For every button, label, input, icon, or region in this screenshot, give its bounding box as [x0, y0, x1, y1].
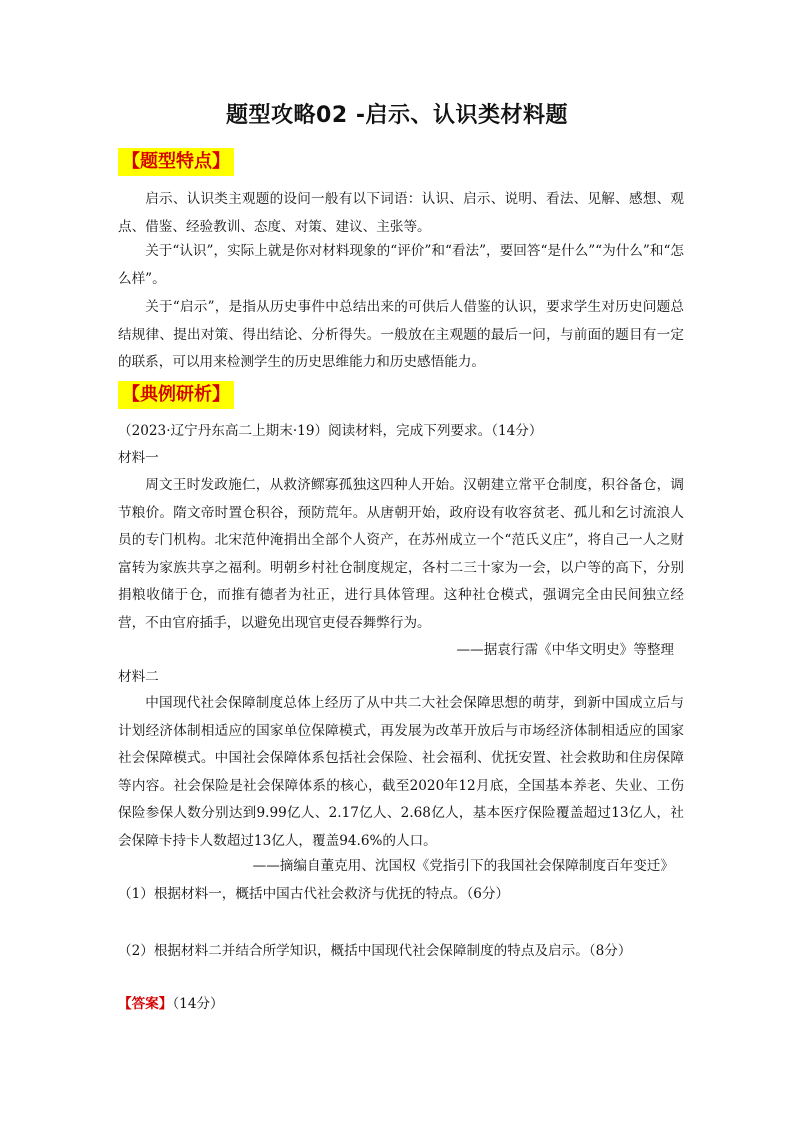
- question-source: （2023·辽宁丹东高二上期末·19）阅读材料，完成下列要求。（14分）: [118, 423, 543, 439]
- question-1: （1）根据材料一，概括中国古代社会救济与优抚的特点。（6分）: [118, 886, 510, 902]
- material-2-label: 材料二: [118, 669, 159, 685]
- answer-label: 【答案】: [118, 996, 173, 1012]
- material-1-text: 周文王时发政施仁，从救济鳏寡孤独这四种人开始。汉朝建立常平仓制度，积谷备仓，调节粮价。隋文帝时置仓积谷，预防荒年。从唐朝开始，政府设有收容贫老、孤儿和乞讨流浪人员的专门机构。北宋范仲淹捐出全部个人资产，在苏州成立一个“范氏义庄”，将自己一人之财富转为家族共享之福利。明朝乡村社仓制度规定，各村二三十家为一会，以户等的高下，分别捐粮收储于仓，而推有德者为社正，进行具体管理。这种社仓模式，强调完全由民间独立经营，不由官府插手，以避免出现官吏侵吞舞弊行为。: [118, 477, 684, 631]
- features-paragraph-1: 启示、认识类主观题的设问一般有以下词语：认识、启示、说明、看法、见解、感想、观点、借鉴、经验教训、态度、对策、建议、主张等。: [118, 191, 684, 235]
- section-tag-features: 【题型特点】: [118, 148, 234, 176]
- question-2: （2）根据材料二并结合所学知识，概括中国现代社会保障制度的特点及启示。（8分）: [118, 943, 632, 959]
- material-1-source: ——据袁行霈《中华文明史》等整理: [456, 642, 674, 658]
- page-title: 题型攻略02 -启示、认识类材料题: [226, 103, 568, 128]
- answer-score: （14分）: [172, 996, 224, 1012]
- section-tag-examples: 【典例研析】: [118, 381, 234, 409]
- features-paragraph-3: 关于“启示”，是指从历史事件中总结出来的可供后人借鉴的认识，要求学生对历史问题总结规律、提出对策、得出结论、分析得失。一般放在主观题的最后一问，与前面的题目有一定的联系，可以用来检测学生的历史思维能力和历史感悟能力。: [118, 299, 684, 370]
- answer-line: [118, 994, 224, 1014]
- features-paragraph-2: 关于“认识”，实际上就是你对材料现象的“评价”和“看法”，要回答“是什么”“为什么”和“怎么样”。: [118, 243, 684, 287]
- material-2-text: 中国现代社会保障制度总体上经历了从中共二大社会保障思想的萌芽，到新中国成立后与计划经济体制相适应的国家单位保障模式，再发展为改革开放后与市场经济体制相适应的国家社会保障模式。中国社会保障体系包括社会保险、社会福利、优抚安置、社会救助和住房保障等内容。社会保险是社会保障体系的核心，截至2020年12月底，全国基本养老、失业、工伤保险参保人数分别达到9.99亿人、2.17亿人、2.68亿人，基本医疗保险覆盖超过13亿人，社会保障卡持卡人数超过13亿人，覆盖94.6%的人口。: [118, 695, 684, 849]
- material-2-source: ——摘编自董克用、沈国权《党指引下的我国社会保障制度百年变迁》: [252, 858, 674, 874]
- material-1-label: 材料一: [118, 450, 159, 466]
